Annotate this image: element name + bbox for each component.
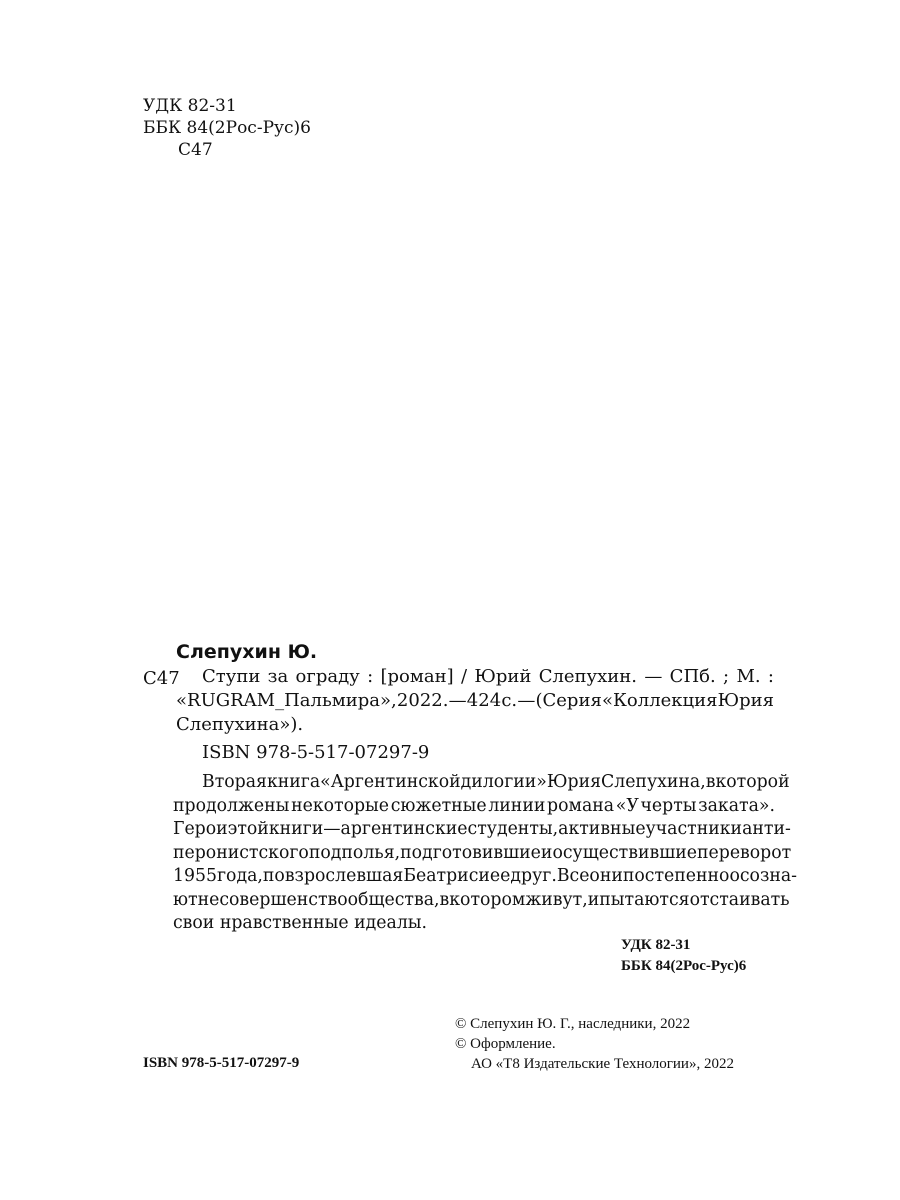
word: Юрий [474,666,532,687]
word: котором [449,889,526,910]
word: 2022. [396,690,449,711]
word: 424 [466,690,502,711]
word: Беатрис [403,866,479,886]
word: Слепухин. [538,666,638,687]
bibliographic-description [176,665,774,737]
word: которой [715,772,790,792]
word: отстаивать [689,889,790,910]
word: аргентинские [340,819,468,839]
word: / [460,666,468,687]
word: линии [488,795,546,816]
copyright-publisher: АО «Т8 Издательские Технологии», 2022 [471,1056,734,1072]
word: продолжены [173,795,290,816]
word: живут, [525,889,588,910]
word: книги [268,819,324,839]
word: — [644,666,663,687]
word: Все [556,866,590,886]
annotation-line-2 [173,795,775,819]
word: они [589,866,623,886]
word: Герои [173,819,228,839]
word: : [367,666,374,687]
word: года, [216,866,263,886]
annotation-line-5 [173,865,798,889]
card-isbn: ISBN 978-5-517-07297-9 [202,742,430,763]
word: и [540,842,553,863]
word: — [448,690,467,711]
word: участники [645,819,743,839]
word: перонистского [173,842,309,863]
udk-header: УДК 82-31 [143,96,237,116]
annotation-line-3 [173,818,791,842]
word: книга [266,772,321,792]
word: М. [736,666,761,687]
word: ют [173,889,198,910]
author-code-header: С47 [178,140,213,160]
word: СПб. [669,666,716,687]
word: — [517,690,536,711]
word: несовершенство [197,889,348,910]
word: Юрия [717,690,774,711]
author-name: Слепухин Ю. [176,641,318,663]
word: черты [640,795,697,816]
word: подготовившие [400,842,541,863]
word: студенты, [467,819,559,839]
word: Юрия [546,772,601,792]
word: некоторые [291,795,390,816]
biblio-line-3: Слепухина»). [176,714,304,735]
word: «У [615,795,639,816]
word: в [439,889,450,910]
word: ; [723,666,730,687]
word: подполья, [308,842,401,863]
word: с. [501,690,518,711]
word: активные [558,819,646,839]
word: Вторая [202,772,267,792]
isbn-footer: ISBN 978-5-517-07297-9 [143,1055,300,1071]
word: ограду [295,666,360,687]
word: — [323,819,341,839]
word: заката». [698,795,775,816]
udk-classification: УДК 82-31 [621,937,691,953]
annotation [173,771,798,936]
word: «RUGRAM_Пальмира», [176,690,397,711]
word: осозна- [729,866,798,886]
word: 1955 [173,866,217,886]
word: (Серия [535,690,602,711]
word: сюжетные [390,795,487,816]
card-author-code: С47 [143,668,180,689]
word: этой [227,819,269,839]
word: [роман] [380,666,454,687]
word: в [705,772,716,792]
word: анти- [742,819,791,839]
bbk-header: ББК 84(2Рос-Рус)6 [143,118,311,138]
word: «Коллекция [601,690,718,711]
word: : [767,666,774,687]
word: ее [489,866,511,886]
word: и [478,866,490,886]
biblio-line-1 [176,665,774,689]
word: романа [547,795,615,816]
copyright-design: © Оформление. [455,1036,556,1052]
word: повзрослевшая [262,866,404,886]
annotation-line-1 [173,771,790,795]
word: друг. [510,866,557,886]
word: и [587,889,600,910]
word: дилогии» [460,772,547,792]
word: общества, [347,889,440,910]
biblio-line-2 [176,689,774,713]
word: Слепухина, [601,772,706,792]
annotation-line-6 [173,889,790,913]
annotation-line-4 [173,842,792,866]
annotation-line-7: свои нравственные идеалы. [173,913,428,933]
copyright-author: © Слепухин Ю. Г., наследники, 2022 [455,1016,691,1032]
word: переворот [697,842,792,863]
bbk-classification: ББК 84(2Рос-Рус)6 [621,958,747,974]
word: за [267,666,289,687]
word: Ступи [202,666,261,687]
word: осуществившие [552,842,698,863]
word: пытаются [599,889,690,910]
word: постепенно [622,866,730,886]
word: «Аргентинской [320,772,461,792]
